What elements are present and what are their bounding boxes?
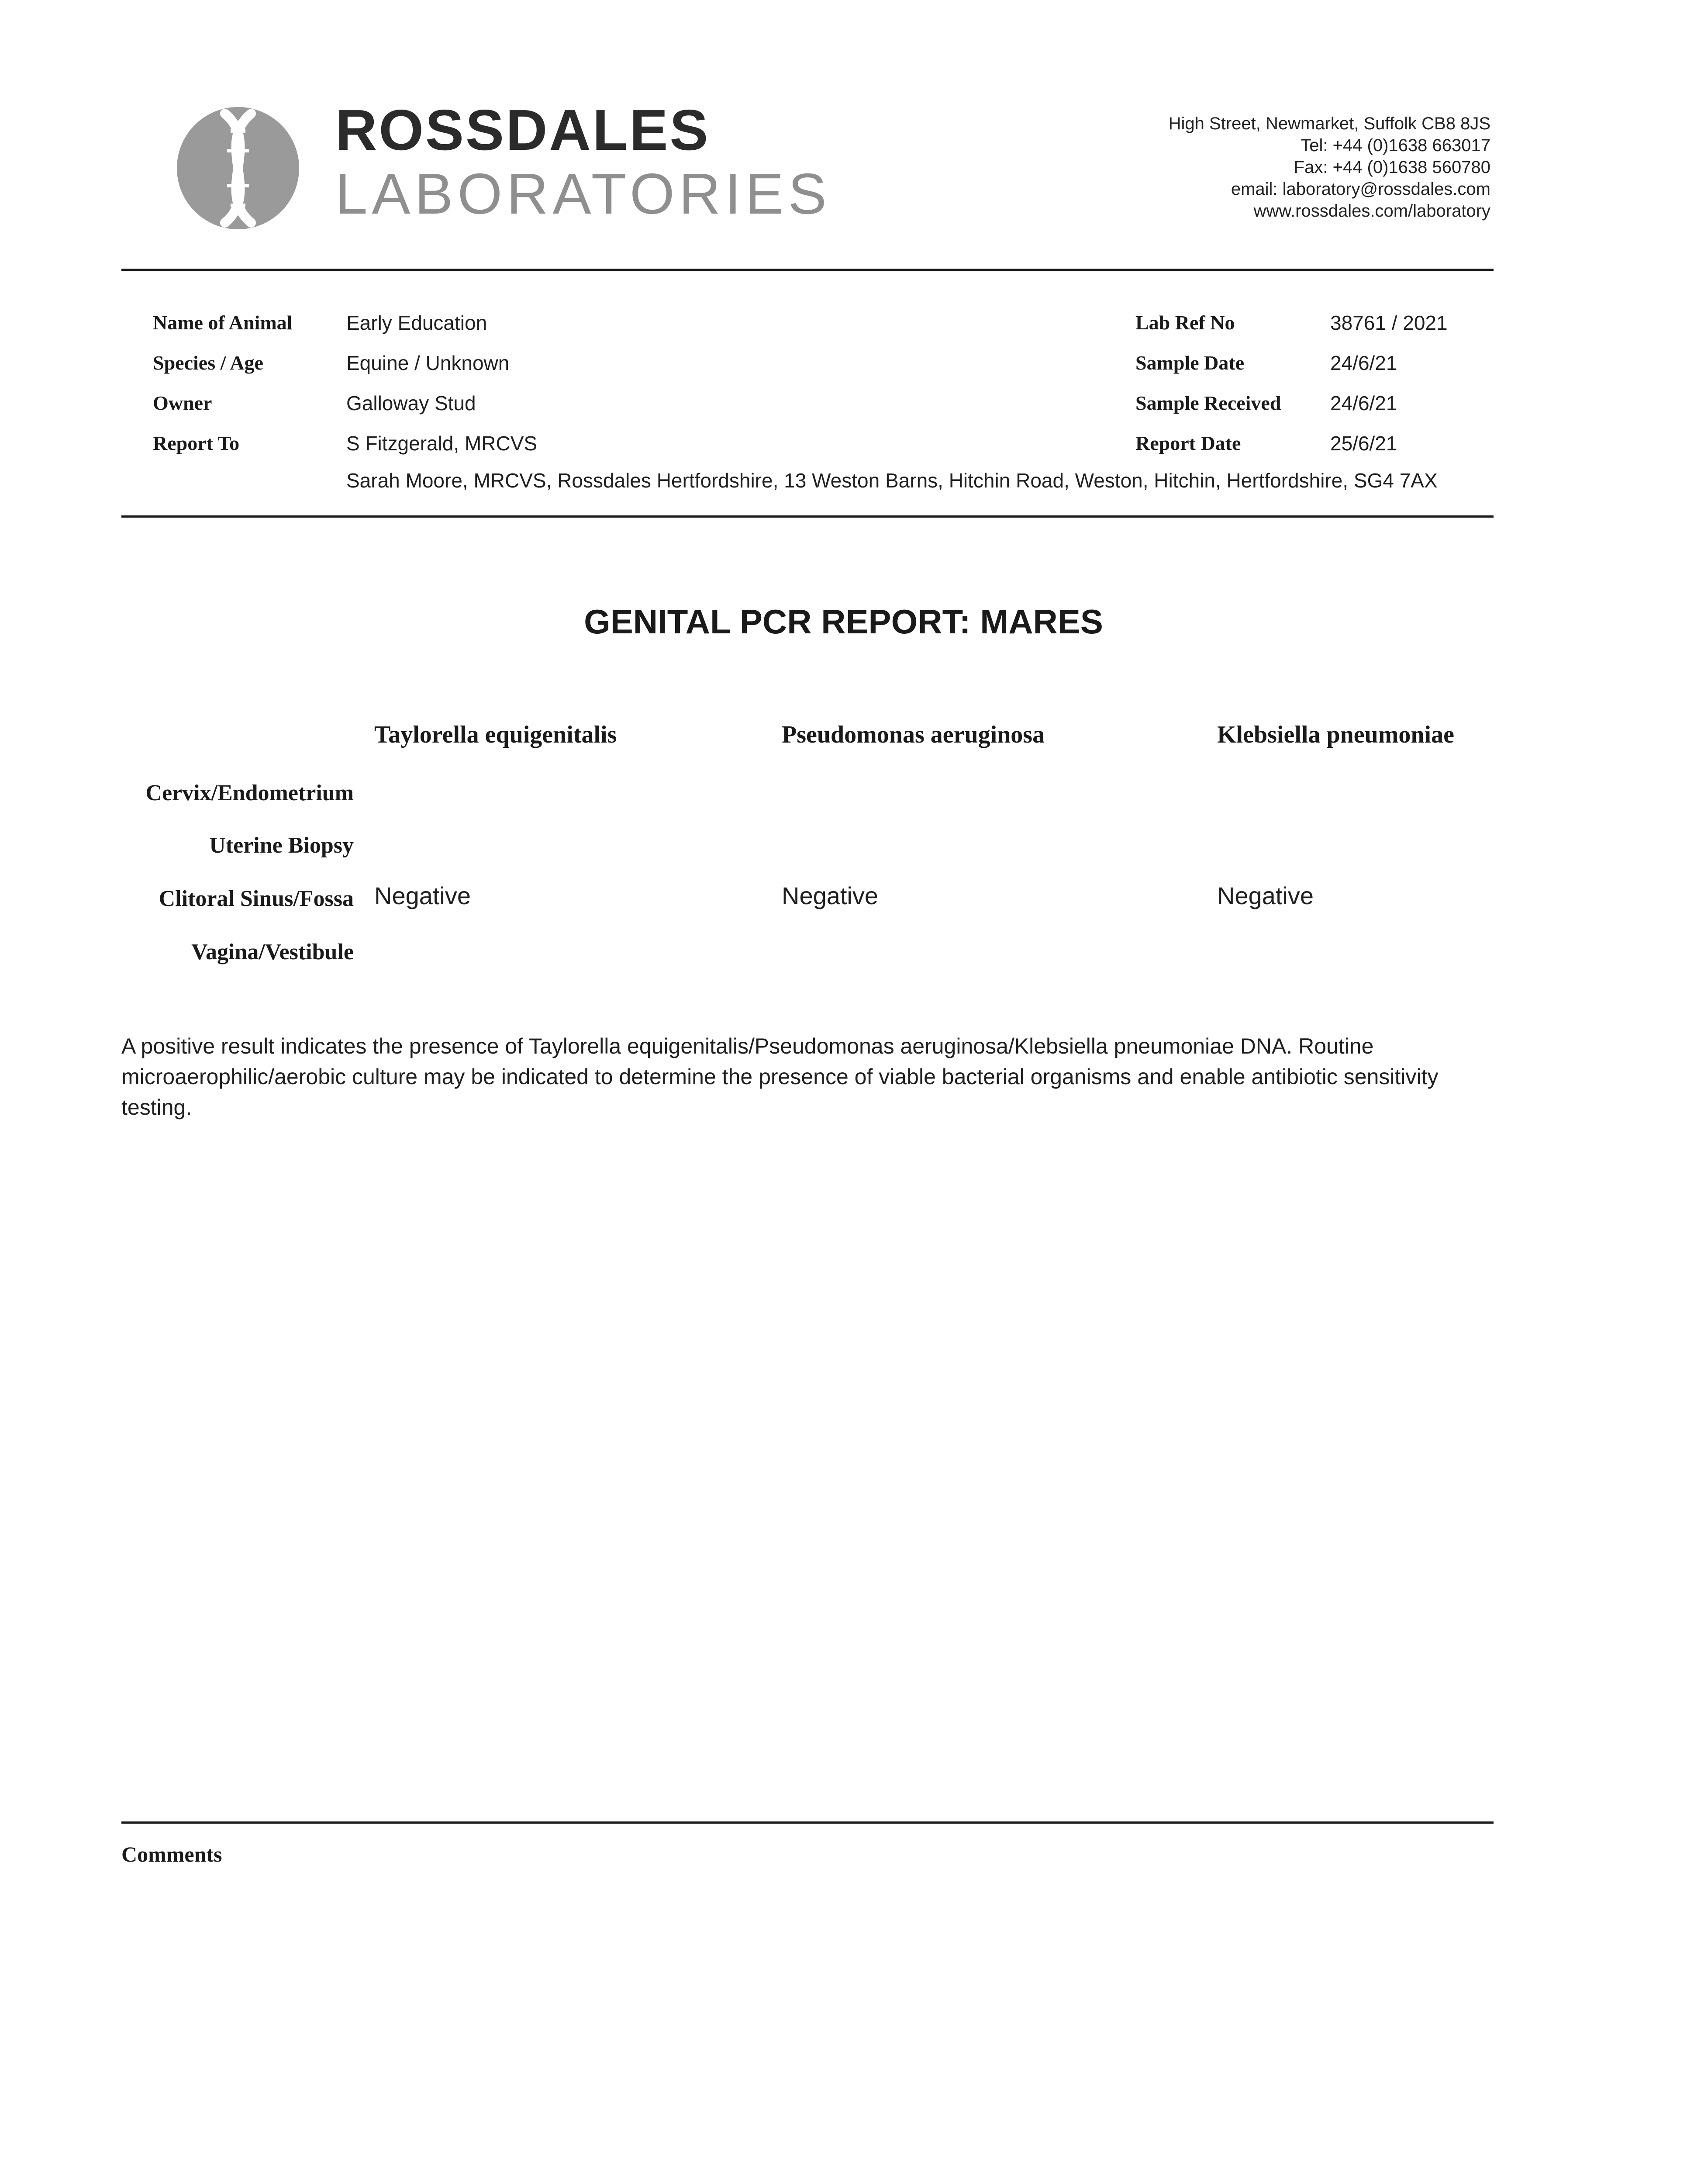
name-of-animal-label: Name of Animal <box>153 311 293 334</box>
column-header-klebsiella: Klebsiella pneumoniae <box>1217 721 1454 748</box>
phone-line: Tel: +44 (0)1638 663017 <box>1301 136 1490 155</box>
sample-received-label: Sample Received <box>1135 392 1281 414</box>
sample-date-label: Sample Date <box>1135 352 1245 374</box>
comments-label: Comments <box>121 1842 222 1866</box>
brand-name-line1: ROSSDALES <box>335 98 710 162</box>
row-label-vagina: Vagina/Vestibule <box>191 940 354 964</box>
website-line: www.rossdales.com/laboratory <box>1253 201 1490 221</box>
comments-divider <box>121 1821 1494 1824</box>
result-interpretation-note: A positive result indicates the presence of Taylorella equigenitalis/Pseudomonas aeruginosa/Klebsiella pneumoniae DNA. Routine microaerophilic/aerobic culture may be indicated to determine the presence of viable bacterial organisms and enable antibiotic sensitivity testing. <box>121 1034 1439 1120</box>
address-line: High Street, Newmarket, Suffolk CB8 8JS <box>1168 114 1490 133</box>
lab-ref-label: Lab Ref No <box>1135 311 1235 334</box>
report-to-address: Sarah Moore, MRCVS, Rossdales Hertfordshire, 13 Weston Barns, Hitchin Road, Weston, Hitchin, Hertfordshire, SG4 7AX <box>346 469 1438 492</box>
email-line: email: laboratory@rossdales.com <box>1231 180 1490 199</box>
report-date-label: Report Date <box>1135 432 1241 454</box>
owner-value: Galloway Stud <box>346 392 476 415</box>
details-divider <box>121 515 1494 518</box>
report-to-label: Report To <box>153 432 240 454</box>
dna-helix-icon <box>175 105 301 232</box>
column-header-taylorella: Taylorella equigenitalis <box>374 721 617 748</box>
brand-name-line2: LABORATORIES <box>335 162 831 226</box>
lab-ref-value: 38761 / 2021 <box>1330 311 1448 334</box>
result-clitoral-taylorella: Negative <box>374 882 471 909</box>
column-header-pseudomonas: Pseudomonas aeruginosa <box>782 721 1045 748</box>
row-label-cervix: Cervix/Endometrium <box>145 781 354 805</box>
species-age-value: Equine / Unknown <box>346 352 510 374</box>
sample-date-value: 24/6/21 <box>1330 352 1397 374</box>
species-age-label: Species / Age <box>153 352 263 374</box>
fax-line: Fax: +44 (0)1638 560780 <box>1294 158 1490 177</box>
sample-received-value: 24/6/21 <box>1330 392 1397 415</box>
owner-label: Owner <box>153 392 212 414</box>
report-to-value: S Fitzgerald, MRCVS <box>346 432 538 455</box>
name-of-animal-value: Early Education <box>346 311 487 334</box>
result-clitoral-pseudomonas: Negative <box>782 882 879 909</box>
result-clitoral-klebsiella: Negative <box>1217 882 1314 909</box>
report-date-value: 25/6/21 <box>1330 432 1397 455</box>
report-title: GENITAL PCR REPORT: MARES <box>584 602 1103 641</box>
header-divider <box>121 269 1494 271</box>
row-label-uterine-biopsy: Uterine Biopsy <box>209 833 354 858</box>
lab-address <box>1010 113 1490 222</box>
row-label-clitoral-sinus: Clitoral Sinus/Fossa <box>159 886 354 911</box>
